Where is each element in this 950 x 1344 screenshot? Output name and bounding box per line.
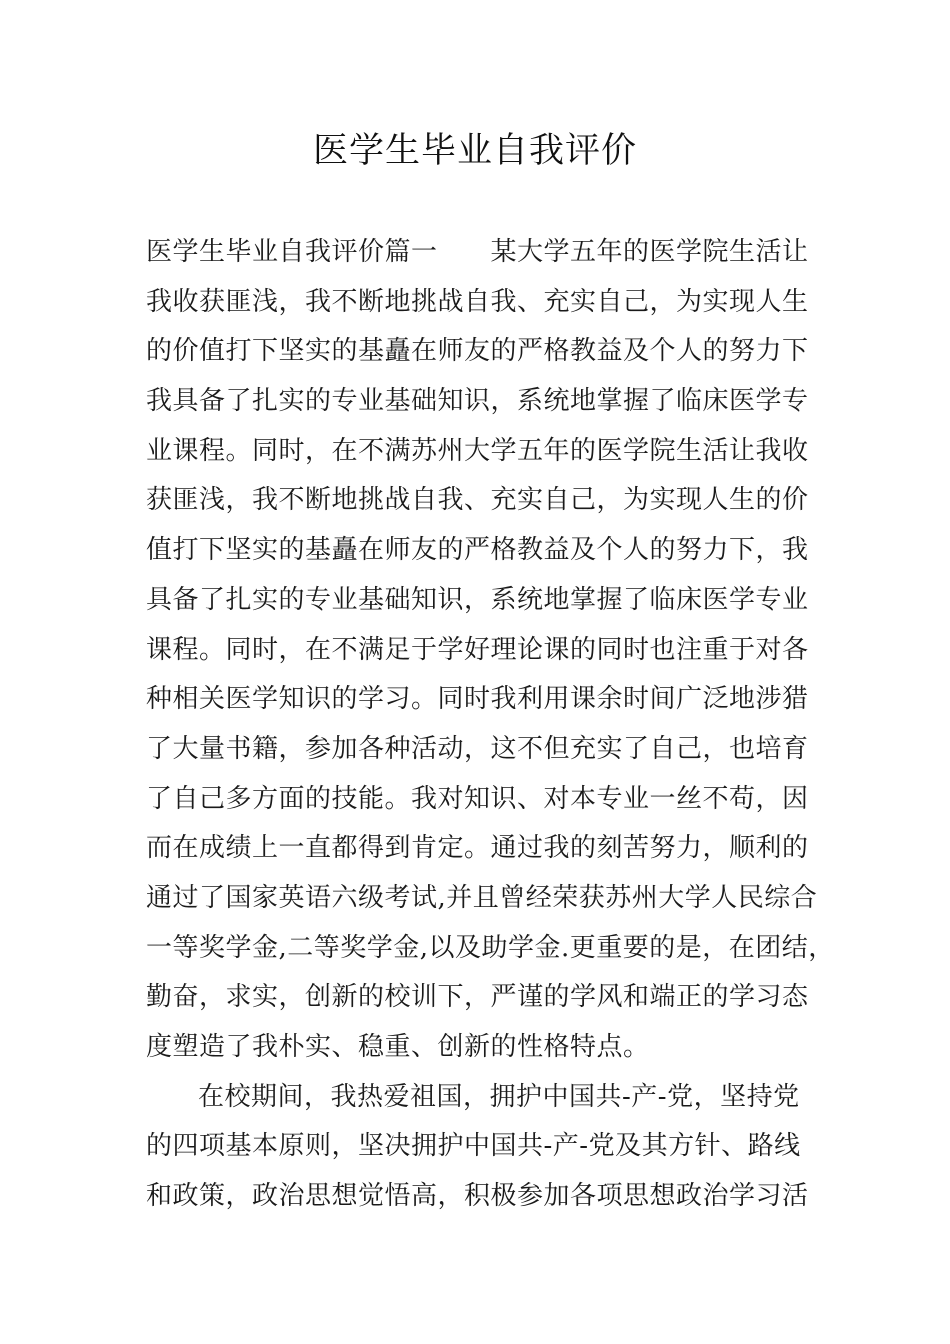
text-line: 业课程。同时，在不满苏州大学五年的医学院生活让我收 [146,435,809,466]
paragraph-2 [146,1073,836,1222]
text-line: 值打下坚实的基矗在师友的严格教益及个人的努力下，我 [146,535,809,566]
text-line: 了自己多方面的技能。我对知识、对本专业一丝不苟，因 [146,783,809,814]
document-title: 医学生毕业自我评价 [312,131,637,171]
text-line: 通过了国家英语六级考试,并且曾经荣获苏州大学人民综合 [146,882,818,913]
text-line: 的价值打下坚实的基矗在师友的严格教益及个人的努力下 [146,336,809,367]
text-line: 勤奋，求实，创新的校训下，严谨的学风和端正的学习态 [146,982,809,1013]
text-line: 的四项基本原则，坚决拥护中国共-产-党及其方针、路线 [146,1131,801,1162]
text-line: 具备了扎实的专业基础知识，系统地掌握了临床医学专业 [146,584,809,615]
text-line: 医学生毕业自我评价篇一 某大学五年的医学院生活让 [146,237,809,267]
text-line: 而在成绩上一直都得到肯定。通过我的刻苦努力，顺利的 [146,833,809,864]
paragraph-1 [146,228,836,1073]
text-line: 获匪浅，我不断地挑战自我、充实自己，为实现人生的价 [146,485,809,516]
text-line: 在校期间，我热爱祖国，拥护中国共-产-党，坚持党 [198,1081,800,1112]
text-line: 课程。同时，在不满足于学好理论课的同时也注重于对各 [146,634,809,665]
text-line: 我具备了扎实的专业基础知识，系统地掌握了临床医学专 [146,386,809,417]
text-line: 一等奖学金,二等奖学金,以及助学金.更重要的是，在团结， [146,932,835,963]
text-line: 度塑造了我朴实、稳重、创新的性格特点。 [146,1032,650,1062]
text-line: 和政策，政治思想觉悟高，积极参加各项思想政治学习活 [146,1181,809,1212]
text-line: 我收获匪浅，我不断地挑战自我、充实自己，为实现人生 [146,286,809,317]
text-line: 了大量书籍，参加各种活动，这不但充实了自己，也培育 [146,733,809,764]
document-body [146,228,836,1222]
text-line: 种相关医学知识的学习。同时我利用课余时间广泛地涉猎 [146,684,809,715]
